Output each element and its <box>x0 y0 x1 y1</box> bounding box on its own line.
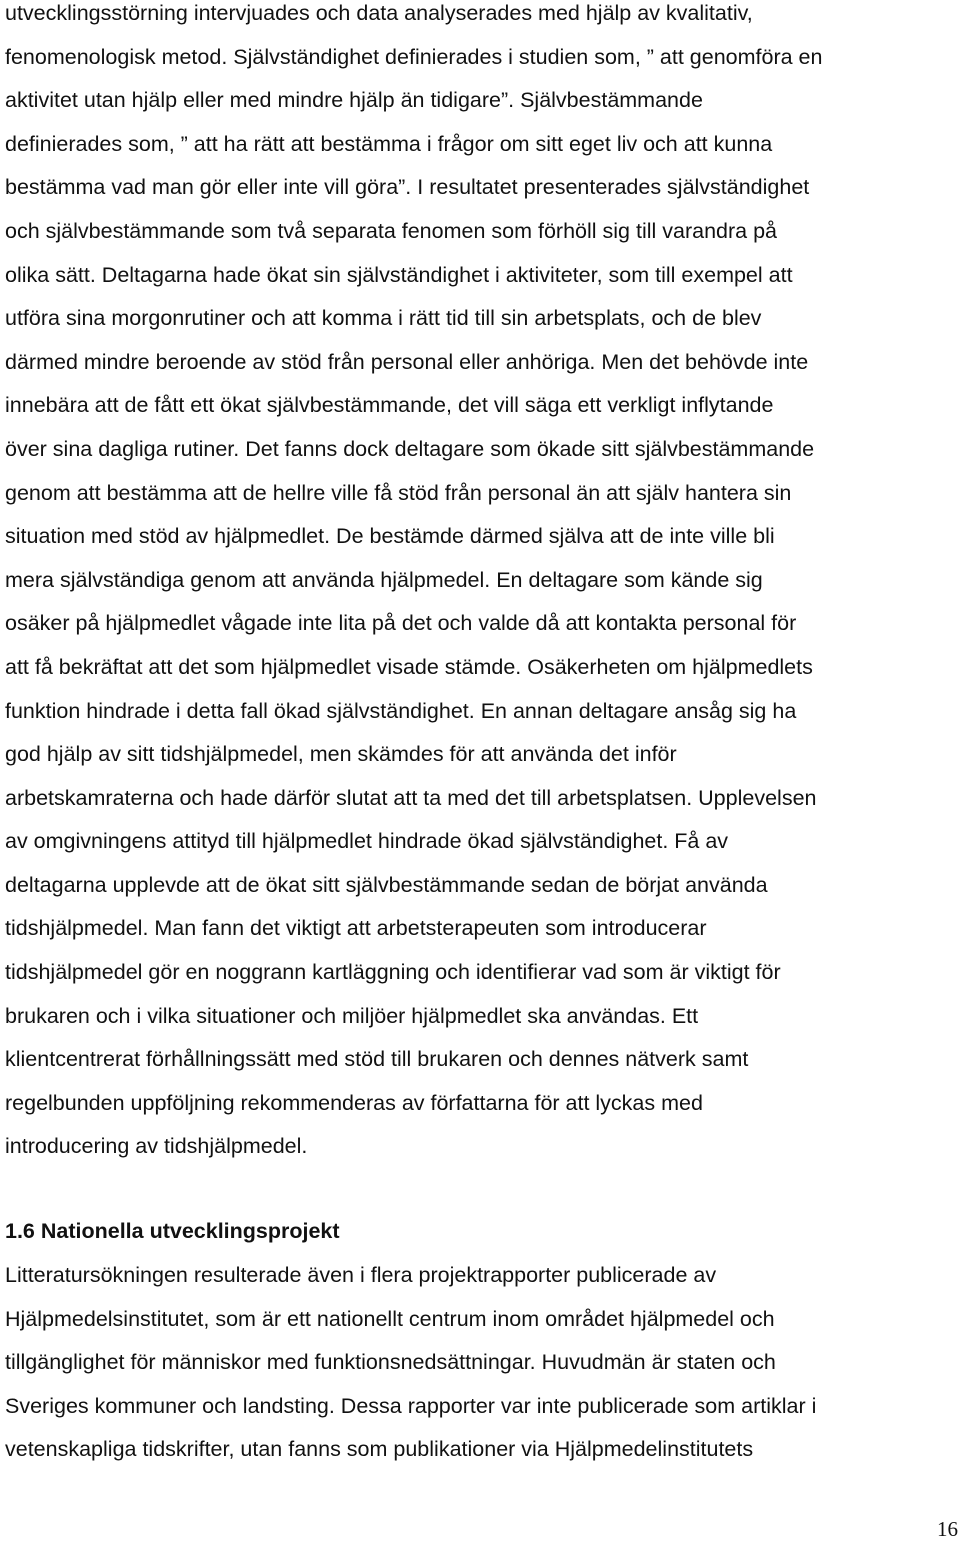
text-line: mera självständiga genom att använda hjälpmedel. En deltagare som kände sig <box>5 567 763 592</box>
text-line: aktivitet utan hjälp eller med mindre hjälp än tidigare”. Självbestämmande <box>5 88 703 113</box>
text-line: vetenskapliga tidskrifter, utan fanns som publikationer via Hjälpmedelinstitutets <box>5 1437 754 1462</box>
text-line: över sina dagliga rutiner. Det fanns dock deltagare som ökade sitt självbestämmande <box>5 436 815 461</box>
text-line: regelbunden uppföljning rekommenderas av författarna för att lyckas med <box>5 1090 703 1115</box>
text-line: av omgivningens attityd till hjälpmedlet hindrade ökad självständighet. Få av <box>5 829 729 854</box>
text-line: definierades som, ” att ha rätt att bestämma i frågor om sitt eget liv och att kunna <box>5 131 773 156</box>
text-line: introducering av tidshjälpmedel. <box>5 1134 308 1159</box>
text-line: tillgänglighet för människor med funktionsnedsättningar. Huvudmän är staten och <box>5 1350 776 1375</box>
text-line: bestämma vad man gör eller inte vill göra”. I resultatet presenterades självständighet <box>5 175 810 200</box>
text-line: funktion hindrade i detta fall ökad självständighet. En annan deltagare ansåg sig ha <box>5 698 797 723</box>
text-line: tidshjälpmedel. Man fann det viktigt att arbetsterapeuten som introducerar <box>5 916 707 941</box>
text-line: genom att bestämma att de hellre ville få stöd från personal än att själv hantera sin <box>5 480 792 505</box>
text-line: utvecklingsstörning intervjuades och data analyserades med hjälp av kvalitativ, <box>5 1 753 25</box>
text-line: fenomenologisk metod. Självständighet definierades i studien som, ” att genomföra en <box>5 44 823 69</box>
text-line: arbetskamraterna och hade därför slutat att ta med det till arbetsplatsen. Upplevelsen <box>5 785 817 810</box>
text-line: Sveriges kommuner och landsting. Dessa rapporter var inte publicerade som artiklar i <box>5 1393 817 1418</box>
text-line: och självbestämmande som två separata fenomen som förhöll sig till varandra på <box>5 218 777 243</box>
text-line: innebära att de fått ett ökat självbestämmande, det vill säga ett verkligt inflytande <box>5 393 774 418</box>
section-heading: 1.6 Nationella utvecklingsprojekt <box>5 1219 340 1243</box>
text-line: god hjälp av sitt tidshjälpmedel, men skämdes för att använda det inför <box>5 742 677 767</box>
text-line: Litteratursökningen resulterade även i flera projektrapporter publicerade av <box>5 1263 717 1287</box>
section-1-6-body-text <box>5 1254 960 1472</box>
text-line: att få bekräftat att det som hjälpmedlet visade stämde. Osäkerheten om hjälpmedlets <box>5 654 813 679</box>
text-line: utföra sina morgonrutiner och att komma i rätt tid till sin arbetsplats, och de blev <box>5 306 762 331</box>
text-line: klientcentrerat förhållningssätt med stöd till brukaren och dennes nätverk samt <box>5 1047 749 1072</box>
text-line: situation med stöd av hjälpmedlet. De bestämde därmed själva att de inte ville bli <box>5 524 775 549</box>
text-line: osäker på hjälpmedlet vågade inte lita på det och valde då att kontakta personal för <box>5 611 797 636</box>
text-line: brukaren och i vilka situationer och miljöer hjälpmedlet ska användas. Ett <box>5 1003 699 1028</box>
text-line: Hjälpmedelsinstitutet, som är ett nationellt centrum inom området hjälpmedel och <box>5 1306 775 1331</box>
text-line: därmed mindre beroende av stöd från personal eller anhöriga. Men det behövde inte <box>5 349 809 374</box>
page-number: 16 <box>937 1517 958 1541</box>
section-1-5-body-text <box>5 0 960 1169</box>
text-line: olika sätt. Deltagarna hade ökat sin självständighet i aktiviteter, som till exempel att <box>5 262 793 287</box>
text-line: tidshjälpmedel gör en noggrann kartläggning och identifierar vad som är viktigt för <box>5 960 781 985</box>
text-line: deltagarna upplevde att de ökat sitt självbestämmande sedan de börjat använda <box>5 872 768 897</box>
